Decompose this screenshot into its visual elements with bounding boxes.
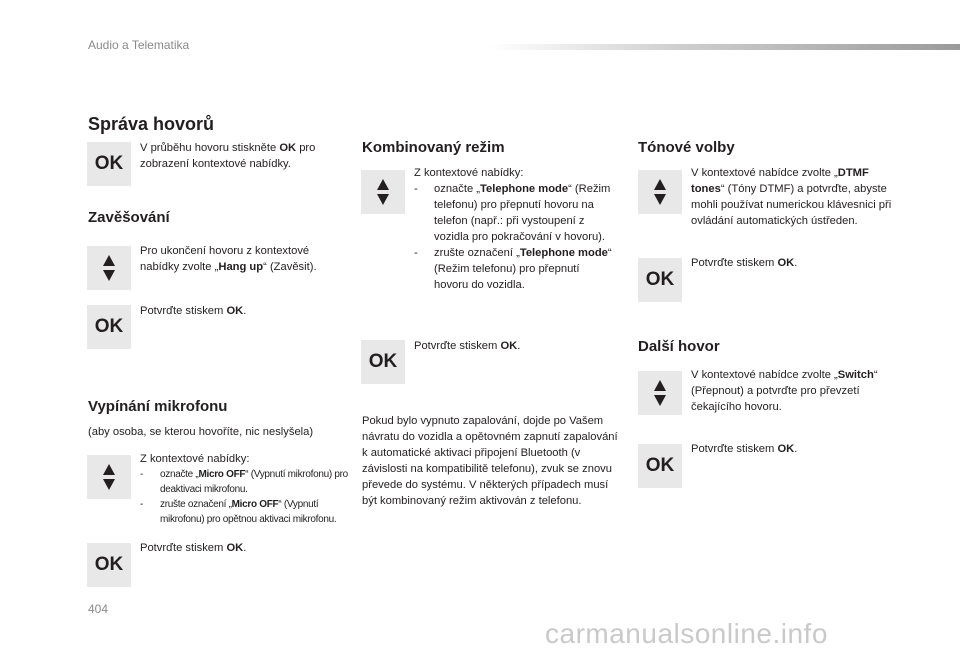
mic-intro: Z kontextové nabídky: (140, 453, 250, 465)
arrow-down-icon (654, 395, 666, 406)
arrow-down-icon (654, 194, 666, 205)
ok-label: OK (645, 455, 675, 476)
arrow-down-icon (103, 479, 115, 490)
up-down-arrows-icon (361, 170, 405, 214)
up-down-arrows-icon (87, 246, 131, 290)
dtmf-confirm: Potvrďte stiskem OK. (691, 257, 798, 269)
list-item: - označte „Micro OFF“ (Vypnutí mikrofonu) pro deaktivaci mikrofonu. (140, 469, 348, 495)
header-gradient-bar (490, 44, 960, 50)
mic-subtitle: (aby osoba, se kterou hovoříte, nic neslyšela) (88, 426, 314, 438)
up-down-arrows-icon (638, 371, 682, 415)
section-title-next-call: Další hovor (638, 338, 720, 355)
watermark: carmanualsonline.info (545, 618, 828, 649)
arrow-up-icon (654, 380, 666, 391)
arrow-up-icon (103, 464, 115, 475)
combined-intro: Z kontextové nabídky: (414, 167, 524, 179)
section-title-call-management: Správa hovorů (88, 114, 215, 134)
call-management-intro: V průběhu hovoru stiskněte OK pro zobrazení kontextové nabídky. (140, 142, 316, 170)
list-item: - zrušte označení „Telephone mode“ (Režim telefonu) pro přepnutí hovoru do vozidla. (414, 247, 612, 291)
next-call-text: V kontextové nabídce zvolte „Switch“ (Přepnout) a potvrďte pro převzetí čekajícího hovoru. (691, 369, 878, 413)
list-item: - zrušte označení „Micro OFF“ (Vypnutí mikrofonu) pro opětnou aktivaci mikrofonu. (140, 499, 337, 525)
ok-label: OK (94, 316, 124, 337)
next-call-confirm: Potvrďte stiskem OK. (691, 443, 798, 455)
section-title-combined-mode: Kombinovaný režim (362, 139, 505, 156)
arrow-up-icon (654, 179, 666, 190)
ok-label: OK (94, 554, 124, 575)
arrow-down-icon (377, 194, 389, 205)
header-title: Audio a Telematika (88, 38, 190, 52)
up-down-arrows-icon (638, 170, 682, 214)
ok-label: OK (94, 153, 124, 174)
ok-button-icon (87, 305, 131, 349)
mic-instructions (140, 451, 350, 527)
ok-label: OK (368, 351, 398, 372)
arrow-down-icon (103, 270, 115, 281)
section-title-mic-off: Vypínání mikrofonu (88, 398, 228, 415)
arrow-up-icon (103, 255, 115, 266)
mic-confirm: Potvrďte stiskem OK. (140, 542, 247, 554)
up-down-arrows-icon (87, 455, 131, 499)
combined-confirm: Potvrďte stiskem OK. (414, 340, 521, 352)
ok-button-icon (638, 258, 682, 302)
ok-button-icon (361, 340, 405, 384)
ok-button-icon (87, 142, 131, 186)
hangup-text: Pro ukončení hovoru z kontextové nabídky zvolte „Hang up“ (Zavěsit). (140, 245, 317, 273)
arrow-up-icon (377, 179, 389, 190)
section-title-hangup: Zavěšování (88, 209, 170, 226)
list-item: - označte „Telephone mode“ (Režim telefonu) pro přepnutí hovoru na telefon (např.: při vystoupení z vozidla pro pokračování v hovoru). (414, 183, 611, 243)
ok-label: OK (645, 269, 675, 290)
combined-mode-note: Pokud bylo vypnuto zapalování, dojde po Vašem návratu do vozidla a opětovném zapnutí zapalování k automatické aktivaci připojení Bluetooth (v závislosti na kompatibilitě telefonu), zvuk se znovu převede do systému. V některých případech musí být kombinovaný režim aktivován z telefonu. (362, 415, 618, 507)
ok-button-icon (638, 444, 682, 488)
hangup-confirm: Potvrďte stiskem OK. (140, 305, 247, 317)
ok-button-icon (87, 543, 131, 587)
dtmf-text: V kontextové nabídce zvolte „DTMF tones“ (Tóny DTMF) a potvrďte, abyste mohli používat numerickou klávesnici při ovládání automatických ústředen. (691, 167, 892, 227)
page-number: 404 (88, 602, 109, 616)
section-title-dtmf: Tónové volby (638, 139, 735, 156)
combined-mode-instructions (414, 165, 614, 293)
